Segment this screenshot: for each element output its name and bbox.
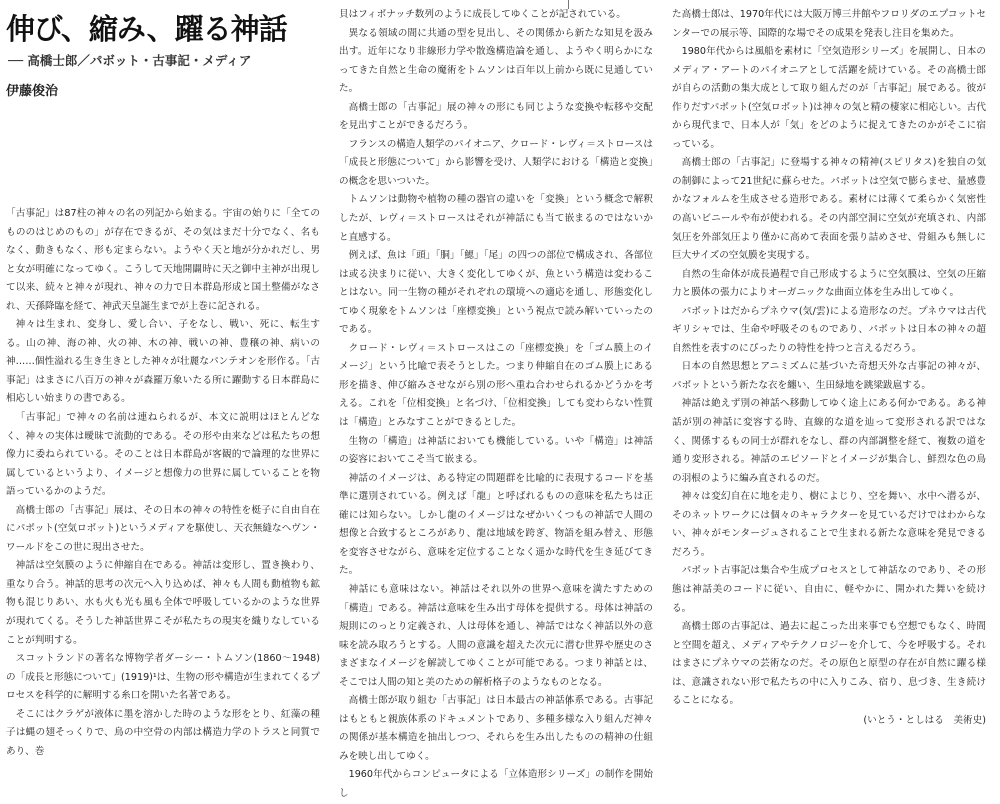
- paragraph: 「古事記」は87柱の神々の名の列記から始まる。宇宙の始りに「全てのもののはじめのもの」が存在できるが、その気はまだ十分でなく、名もなく、動きもなく、形も定まらない。ようやく天と地が分かれだし、男と女が明確になってゆく。こうして天地開闢時に天之御中主神が出現して以来、続々と神々が現れ、神々の力で日本群島形成と国土整備がなされ、天孫降臨を経て、神武天皇誕生までが上巻に記される。: [6, 208, 320, 312]
- paragraph: 高橋士郎の古事記は、過去に起こった出来事でも空想でもなく、時間と空間を超え、メディアやテクノロジーを介して、今を呼吸する。それはまさにプネウマの芸術なのだ。その原色と原型の存在が自然に躍る様は、意識されない形で私たちの中に入りこみ、宿り、息づき、生き続けることになる。: [672, 621, 986, 707]
- article-title: 伸び、縮み、躍る神話: [6, 12, 287, 46]
- paragraph: フランスの構造人類学のパイオニア、クロード・レヴィ＝ストロースは「成長と形態について」から影響を受け、人類学における「構造と変換」の概念を思いついた。: [339, 138, 653, 187]
- paragraph: 神話のイメージは、ある特定の問題群を比喩的に表現するコードを基準に選別されている。例えば「龍」と呼ばれるものの意味を私たちは正確には知らない。しかし龍のイメージはなぜかいくつもの神話で人間の想像と合致するところがあり、龍は地域を跨ぎ、物語を組み替え、形態を変容させながら、意味を定位することなく遥かな時代を生き延びてきた。: [339, 472, 653, 577]
- paragraph: 高橋士郎が取り組む「古事記」は日本最古の神話体系である。古事記はもともと親族体系のドキュメントであり、多種多様な入り組んだ神々の関係が基本構造を抽出しつつ、それらを生み出したものの精神の仕組みを映し出してゆく。: [339, 695, 653, 762]
- paragraph: 高橋士郎の「古事記」展は、その日本の神々の特性を梃子に自由自在にパボット(空気ロボット)というメディアを駆使し、天衣無縫なヘヴン・ワールドをこの世に現出させた。: [6, 504, 320, 553]
- paragraph: 日本の自然思想とアニミズムに基づいた奇想天外な古事記の神々が、パボットという新たな衣を纏い、生田緑地を跳梁跋扈する。: [672, 361, 986, 391]
- author-signature: (いとう・としはる 美術史): [863, 714, 986, 726]
- text-column-2: [339, 6, 653, 799]
- paragraph: 自然の生命体が成長過程で自己形成するように空気膜は、空気の圧縮力と膜体の張力によりオーガニックな曲面立体を生み出してゆく。: [672, 268, 986, 299]
- text-column-3: [672, 6, 986, 726]
- paragraph: 異なる領域の間に共通の型を見出し、その関係から新たな知見を汲み出す。近年になり非線形力学や散逸構造論を通し、ようやく明らかになってきた自然と生命の魔術をトムソンは百年以上前から既に見通していた。: [339, 27, 653, 95]
- paragraph: 「古事記」で神々の名前は連ねられるが、本文に説明はほとんどなく、神々の実体は曖昧で流動的である。その形や由来などは私たちの想像力に委ねられている。そのことは日本群島が客観的で論理的な世界に属しているというより、イメージと想像力の世界に属していることを物語っているかのようだ。: [6, 412, 320, 498]
- paragraph: そこにはクラゲが液体に墨を溶かした時のような形をとり、紅藻の種子は蝿の翅そっくりで、鳥の中空骨の内部は構造力学のトラスと同質であり、巻: [6, 708, 320, 757]
- paragraph: 生物の「構造」は神話においても機能している。いや「構造」は神話の姿容においてこそ当て嵌まる。: [339, 435, 653, 466]
- paragraph: トムソンは動物や植物の種の器官の違いを「変換」という概念で解釈したが、レヴィ＝ストロースはそれが神話にも当て嵌まるのではないかと直感する。: [339, 194, 653, 243]
- paragraph: 高橋士郎の「古事記」展の神々の形にも同じような変換や転移や交配を見出すことができるだろう。: [339, 101, 653, 132]
- paragraph: 1960年代からコンピュータによる「立体造形シリーズ」の制作を開始し: [339, 769, 653, 799]
- paragraph: 神話にも意味はない。神話はそれ以外の世界へ意味を満たすための「構造」である。神話は意味を生み出す母体を提供する。母体は神話の規則にのっとり定義され、人は母体を通し、神話ではなく神話以外の意味を読み取ろうとする。人間の意識を超えた次元に潜む世界や歴史のさまざまなイメージを解読してゆくことが可能である。つまり神話とは、そこでは人間の知と美のための解析格子のようなものとなる。: [339, 583, 653, 688]
- author-name: 伊藤俊治: [6, 84, 59, 99]
- paragraph: 貝はフィボナッチ数列のように成長してゆくことが記されている。: [339, 9, 626, 20]
- paragraph: 例えば、魚は「頭」「胴」「鰓」「尾」の四つの部位で構成され、各部位は或る決まりに従い、大きく変化してゆくが、魚という構造は変わることはない。同一生物の種がそれぞれの環境への適応を通し、形態変化してゆく現象をトムソンは「座標変換」という視点で読み解いていったのである。: [339, 250, 653, 336]
- paragraph: スコットランドの著名な博物学者ダーシー・トムソン(1860〜1948)の「成長と形態について」(1919)¹は、生物の形や構造が生まれてくるプロセスを科学的に解明する糸口を開いた名著である。: [6, 653, 320, 702]
- article-subtitle: ── 高橋士郎／パボット・古事記・メディア: [8, 53, 252, 68]
- paragraph: 神話は空気膜のように伸縮自在である。神話は変形し、置き換わり、重なり合う。神話的思考の次元へ入り込めば、神々も人間も動植物も鉱物も混じりあい、水も火も光も風も全体で呼吸しているかのような世界が現れてくる。そうした神話世界こそが私たちの現実を織りなしていることが判明する。: [6, 560, 320, 646]
- paragraph: 神々は変幻自在に地を走り、樹によじり、空を舞い、水中へ潜るが、そのネットワークには個々のキャラクターを見ているだけではわからない、神々がモンタージュされることで生まれる新たな意味を発見できるだろう。: [672, 491, 986, 558]
- paragraph: た高橋士郎は、1970年代には大阪万博三井館やフロリダのエプコットセンターでの展示等、国際的な場でその成果を発表し注目を集めた。: [672, 9, 986, 39]
- paragraph: クロード・レヴィ＝ストロースはこの「座標変換」を「ゴム膜上のイメージ」という比喩で表そうとした。つまり伸縮自在のゴム膜上にある形を描き、伸び縮みさせながら別の形へ重ね合わせられるかどうかを考える。これを「位相変換」と名づけ、「位相変換」しても変わらない性質は「構造」とみなすことができるとした。: [339, 342, 653, 429]
- paragraph: 1980年代からは風船を素材に「空気造形シリーズ」を展開し、日本のメディア・アートのパイオニアとして活躍を続けている。その高橋士郎が自らの活動の集大成として取り組んだのが「古事記」展である。彼が作りだすパボット(空気ロボット)は神々の気と精の棲家に相応しい。古代から現代まで、日本人が「気」をどのように捉えてきたのかがそこに宿っている。: [672, 46, 986, 150]
- paragraph: パボットはだからプネウマ(気/雲)による造形なのだ。プネウマは古代ギリシャでは、生命や呼吸そのものであり、パボットは日本の神々の超自然性を表すのにぴったりの特性を持つと言えるだろう。: [672, 305, 986, 354]
- text-column-1: [6, 205, 320, 757]
- paragraph: パボット古事記は集合や生成プロセスとして神話なのであり、その形態は神話美のコードに従い、自由に、軽やかに、開かれた舞いを続ける。: [672, 565, 986, 614]
- paragraph: 高橋士郎の「古事記」に登場する神々の精神(スピリタス)を独自の気の制御によって21世紀に蘇らせた。パボットは空気で膨らませ、量感豊かなフォルムを生成させる造形である。素材には薄くて柔らかく気密性の高いビニールや布が使われる。その内部空洞に空気が充填され、内部気圧を外部気圧より僅かに高めて表面を張り詰めさせ、骨組みも無しに巨大サイズの空気膜を実現する。: [672, 157, 986, 262]
- paragraph: 神々は生まれ、変身し、愛し合い、子をなし、戦い、死に、転生する。山の神、海の神、火の神、木の神、戦いの神、豊穣の神、病いの神……個性溢れる生き生きとした神々が壮麗なパンテオンを形作る。「古事記」はまさに八百万の神々が森羅万象いたる所に躍動する日本群島に相応しい始まりの書である。: [6, 319, 320, 405]
- paragraph: 神話は絶えず別の神話へ移動してゆく途上にある何かである。ある神話が別の神話に変容する時、直線的な道を辿って変形される訳ではなく、関係するもの同士が群れをなし、群の内部調整を経て、複数の道を通り変形される。神話のエピソードとイメージが集合し、鮮烈な色の鳥の羽根のように編み直されるのだ。: [672, 398, 986, 484]
